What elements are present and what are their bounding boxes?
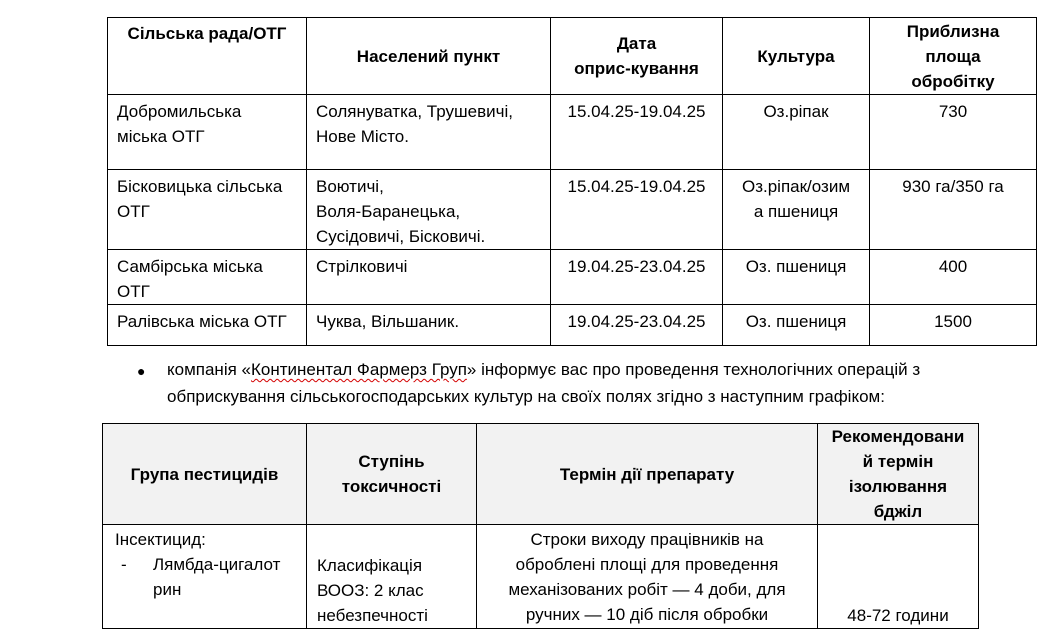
cell-isolation — [818, 525, 979, 629]
header-date-line: оприс-кування — [574, 59, 699, 78]
settlement-schedule-table — [107, 17, 1037, 346]
table-header-row — [103, 424, 979, 525]
cell-line: Строки виходу працівників на — [530, 530, 764, 549]
cell-area: 1500 — [870, 305, 1037, 346]
cell-area: 930 га/350 га — [870, 170, 1037, 250]
cell-settlement — [307, 250, 551, 305]
cell-line: ручних — 10 діб після обробки — [525, 605, 769, 624]
cell-settlement — [307, 95, 551, 170]
substance-line: рин — [153, 580, 182, 599]
header-line: Ступінь — [358, 452, 425, 471]
substance-list-item — [115, 552, 300, 602]
table-row — [108, 170, 1037, 250]
cell-line: Воля-Баранецька, — [316, 202, 461, 221]
header-culture: Культура — [723, 18, 870, 95]
cell-culture — [723, 305, 870, 346]
bullet-text — [167, 356, 1017, 410]
header-isolation — [818, 424, 979, 525]
header-line: й термін — [862, 452, 934, 471]
header-area-line: обробітку — [911, 71, 995, 91]
header-toxicity — [307, 424, 477, 525]
cell-area: 730 — [870, 95, 1037, 170]
cell-line: Оз.ріпак — [763, 102, 829, 121]
table-row — [108, 305, 1037, 346]
cell-line: Нове Місто. — [316, 127, 409, 146]
cell-line: Стрілковичі — [316, 257, 408, 276]
table-header-row — [108, 18, 1037, 95]
header-line: токсичності — [341, 477, 442, 496]
table-row — [108, 95, 1037, 170]
table-row — [103, 525, 979, 629]
cell-date: 19.04.25-23.04.25 — [551, 250, 723, 305]
cell-line: 48-72 години — [847, 606, 949, 625]
cell-line: Оз. пшениця — [745, 312, 847, 331]
header-date — [551, 18, 723, 95]
bullet-text-after: » інформує вас про проведення технологічних операцій з — [466, 360, 921, 379]
cell-line: ОТГ — [117, 202, 150, 221]
cell-line: оброблені площі для проведення — [515, 555, 779, 574]
header-area — [870, 18, 1037, 95]
cell-settlement — [307, 170, 551, 250]
group-title: Інсектицид: — [115, 530, 206, 549]
cell-line: небезпечності — [317, 606, 428, 625]
cell-settlement — [307, 305, 551, 346]
cell-toxicity — [307, 525, 477, 629]
cell-line: Чуква, Вільшаник. — [316, 312, 460, 331]
header-settlement: Населений пункт — [307, 18, 551, 95]
cell-area: 400 — [870, 250, 1037, 305]
cell-line: Класифікація — [317, 556, 423, 575]
header-area-line: площа — [925, 46, 981, 66]
cell-line: Бісковицька сільська — [117, 177, 283, 196]
cell-line: Ралівська міська ОТГ — [117, 312, 287, 331]
cell-council — [108, 305, 307, 346]
cell-line: Солянуватка, Трушевичі, — [316, 102, 513, 121]
header-council: Сільська рада/ОТГ — [108, 18, 307, 95]
cell-culture — [723, 95, 870, 170]
cell-culture — [723, 250, 870, 305]
cell-culture — [723, 170, 870, 250]
cell-council — [108, 170, 307, 250]
cell-line: Сусідовичі, Бісковичі. — [316, 227, 486, 246]
header-group: Група пестицидів — [103, 424, 307, 525]
cell-line: Оз. пшениця — [745, 257, 847, 276]
header-area-line: Приблизна — [906, 21, 1000, 41]
company-name: Континентал Фармерз Груп — [250, 360, 467, 379]
cell-line: Добромильська — [117, 102, 242, 121]
header-line: Рекомендовани — [831, 427, 965, 446]
header-date-line: Дата — [616, 34, 657, 53]
cell-line: ВООЗ: 2 клас — [317, 581, 424, 600]
cell-line: механізованих робіт — 4 доби, для — [508, 580, 786, 599]
cell-duration — [477, 525, 818, 629]
substance-line: Лямбда-цигалот — [153, 555, 281, 574]
header-duration: Термін дії препарату — [477, 424, 818, 525]
bullet-text-before: компанія « — [167, 360, 251, 379]
table-row — [108, 250, 1037, 305]
cell-line: Оз.ріпак/озим — [741, 177, 851, 196]
cell-date: 15.04.25-19.04.25 — [551, 95, 723, 170]
bullet-line: обприскування сільськогосподарських культур на своїх полях згідно з наступним графіком: — [167, 387, 885, 406]
cell-date: 15.04.25-19.04.25 — [551, 170, 723, 250]
cell-line: а пшениця — [753, 202, 839, 221]
header-line: ізолювання — [848, 477, 948, 496]
cell-group — [103, 525, 307, 629]
cell-council — [108, 250, 307, 305]
header-line: бджіл — [873, 502, 923, 521]
cell-line: ОТГ — [117, 282, 150, 301]
cell-date: 19.04.25-23.04.25 — [551, 305, 723, 346]
cell-council — [108, 95, 307, 170]
bullet-dot-icon: ● — [137, 363, 146, 379]
bullet-line — [167, 356, 1017, 383]
pesticide-table — [102, 423, 979, 629]
cell-line: Самбірська міська — [117, 257, 263, 276]
cell-line: міська ОТГ — [117, 127, 205, 146]
dash-bullet: - — [121, 555, 127, 574]
cell-line: Воютичі, — [316, 177, 384, 196]
